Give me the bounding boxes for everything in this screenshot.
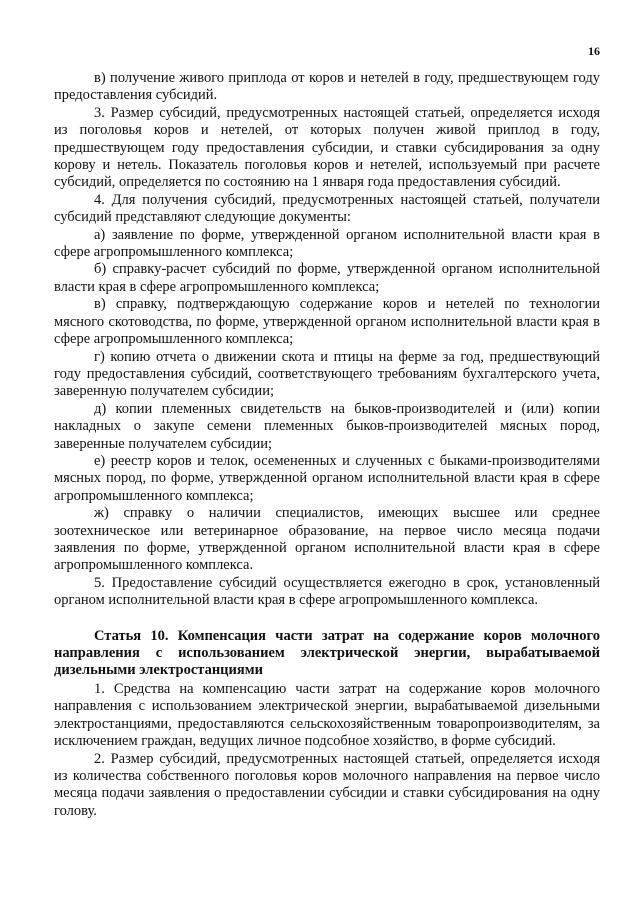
paragraph: е) реестр коров и телок, осемененных и слученных с быками-производителями мясных пород, по форме, утвержденной органом исполнительной власти края в сфере агропромышленного комплекса; — [54, 452, 600, 504]
paragraph: в) получение живого приплода от коров и нетелей в году, предшествующем году предоставления субсидий. — [54, 70, 600, 104]
paragraph: г) копию отчета о движении скота и птицы на ферме за год, предшествующий году предоставления субсидий, соответствующего требованиям бухгалтерского учета, заверенную получателем субсидии; — [54, 348, 600, 400]
paragraph: 4. Для получения субсидий, предусмотренных настоящей статьей, получатели субсидий представляют следующие документы: — [54, 191, 600, 226]
paragraph: д) копии племенных свидетельств на быков-производителей и (или) копии накладных о закупе семени племенных быков-производителей мясных пород, заверенные получателем субсидии; — [54, 400, 600, 452]
paragraph: в) справку, подтверждающую содержание коров и нетелей по технологии мясного скотоводства, по форме, утвержденной органом исполнительной власти края в сфере агропромышленного комплекса; — [54, 296, 600, 348]
article-heading: Статья 10. Компенсация части затрат на содержание коров молочного направления с использованием электрической энергии, вырабатываемой дизельными электростанциями — [54, 628, 600, 679]
page-number: 16 — [588, 44, 600, 58]
paragraph: 2. Размер субсидий, предусмотренных настоящей статьей, определяется исходя из количества собственного поголовья коров молочного направления на первое число месяца подачи заявления о предоставлении субсидии и ставки субсидирования на одну голову. — [54, 750, 600, 819]
paragraph: 1. Средства на компенсацию части затрат на содержание коров молочного направления с использованием электрической энергии, вырабатываемой дизельными электростанциями, предоставляются сельскохозяйственным товаропроизводителям, за исключением граждан, ведущих личное подсобное хозяйство, в форме субсидий. — [54, 681, 600, 750]
body-text-top — [54, 70, 600, 610]
paragraph: а) заявление по форме, утвержденной органом исполнительной власти края в сфере агропромышленного комплекса; — [54, 226, 600, 261]
paragraph: б) справку-расчет субсидий по форме, утвержденной органом исполнительной власти края в сфере агропромышленного комплекса; — [54, 261, 600, 295]
paragraph: 3. Размер субсидий, предусмотренных настоящей статьей, определяется исходя из поголовья коров и нетелей, от которых получен живой приплод в году, предшествующем году предоставления субсидии, и ставки субсидирования за одну корову и нетель. Показатель поголовья коров и нетелей, используемый при расчете субсидий, определяется по состоянию на 1 января года предоставления субсидий. — [54, 104, 600, 191]
body-text-bottom — [54, 681, 600, 820]
paragraph: ж) справку о наличии специалистов, имеющих высшее или среднее зоотехническое или ветеринарное образование, на первое число месяца подачи заявления по форме, утвержденной органом исполнительной власти края в сфере агропромышленного комплекса. — [54, 505, 600, 574]
paragraph: 5. Предоставление субсидий осуществляется ежегодно в срок, установленный органом исполнительной власти края в сфере агропромышленного комплекса. — [54, 574, 600, 609]
